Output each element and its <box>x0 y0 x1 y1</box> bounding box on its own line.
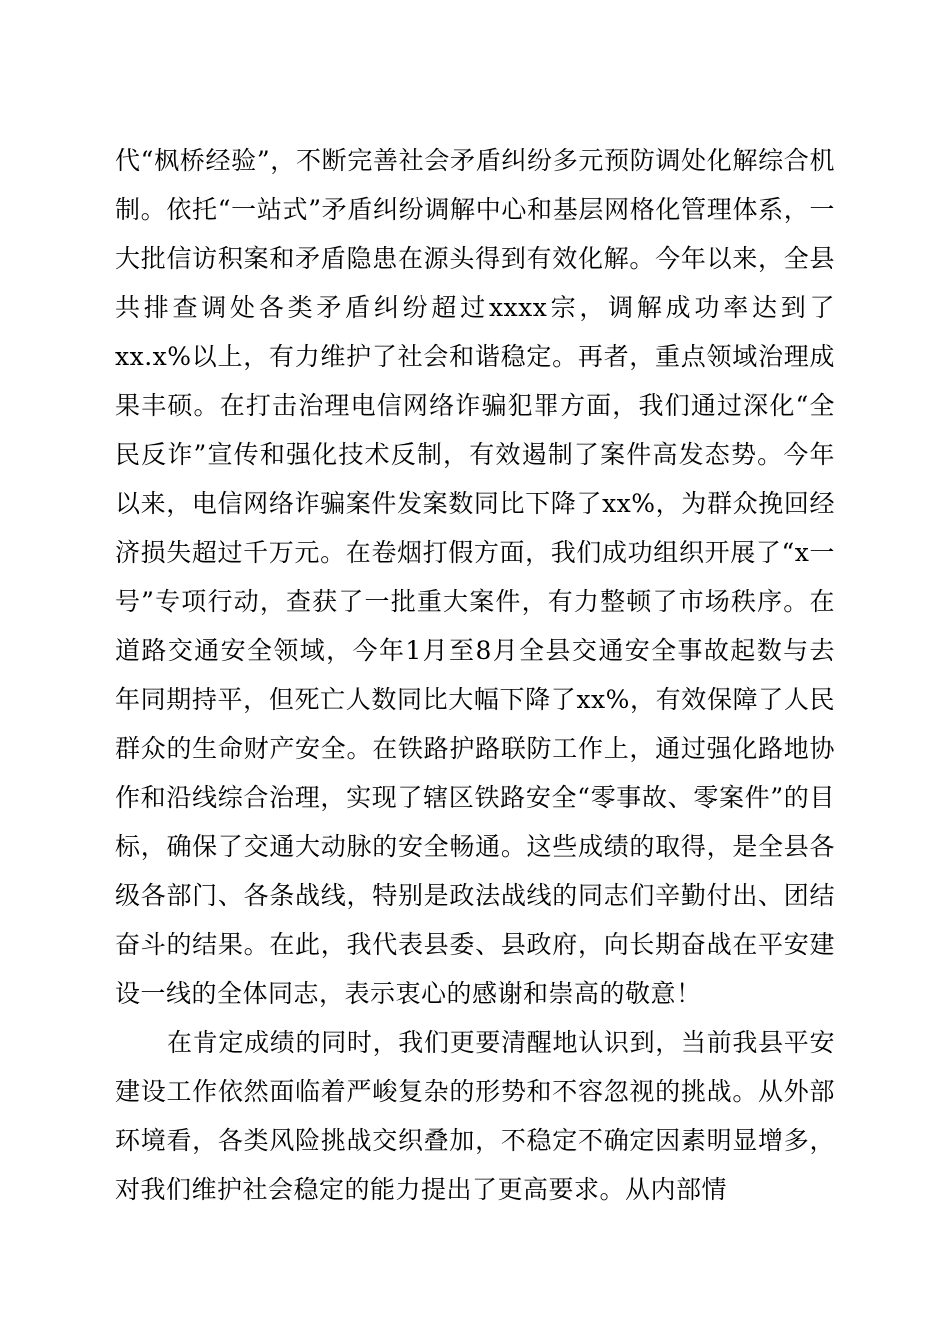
body-paragraph-2: 在肯定成绩的同时，我们更要清醒地认识到，当前我县平安建设工作依然面临着严峻复杂的形势和不容忽视的挑战。从外部环境看，各类风险挑战交织叠加，不稳定不确定因素明显增多，对我们维护社会稳定的能力提出了更高要求。从内部情 <box>115 1028 835 1204</box>
document-page <box>115 136 835 1214</box>
body-paragraph-1: 代“枫桥经验”，不断完善社会矛盾纠纷多元预防调处化解综合机制。依托“一站式”矛盾纠纷调解中心和基层网格化管理体系，一大批信访积案和矛盾隐患在源头得到有效化解。今年以来，全县共排查调处各类矛盾纠纷超过xxxx宗，调解成功率达到了 xx.x%以上，有力维护了社会和谐稳定。再者，重点领域治理成果丰硕。在打击治理电信网络诈骗犯罪方面，我们通过深化“全民反诈”宣传和强化技术反制，有效遏制了案件高发态势。今年以来，电信网络诈骗案件发案数同比下降了xx%，为群众挽回经济损失超过千万元。在卷烟打假方面，我们成功组织开展了“x一号”专项行动，查获了一批重大案件，有力整顿了市场秩序。在道路交通安全领域，今年1月至8月全县交通安全事故起数与去年同期持平，但死亡人数同比大幅下降了xx%，有效保障了人民群众的生命财产安全。在铁路护路联防工作上，通过强化路地协作和沿线综合治理，实现了辖区铁路安全“零事故、零案件”的目标，确保了交通大动脉的安全畅通。这些成绩的取得，是全县各级各部门、各条战线，特别是政法战线的同志们辛勤付出、团结奋斗的结果。在此，我代表县委、县政府，向长期奋战在平安建设一线的全体同志，表示衷心的感谢和崇高的敬意！ <box>115 146 835 1008</box>
